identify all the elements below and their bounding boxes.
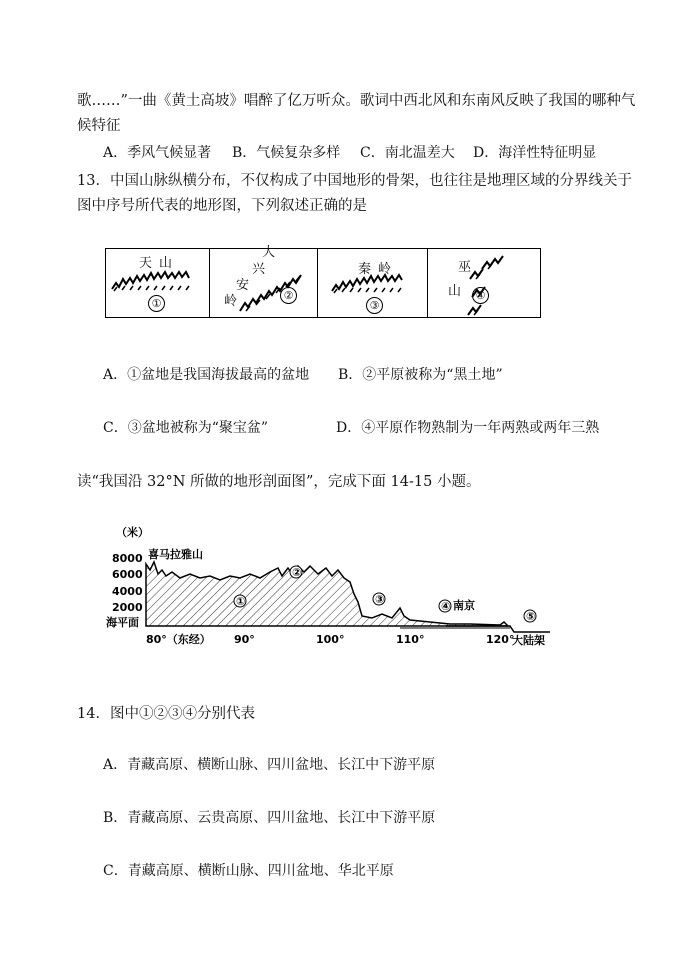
mountain-char: 天 [139, 256, 153, 271]
x-tick: 90° [234, 633, 255, 646]
mountain-number: ① [148, 295, 165, 312]
sea-level-label: 海平面 [106, 616, 139, 629]
mountain-cell-daxinganling [210, 245, 318, 317]
q13-stem-line1: 13．中国山脉纵横分布，不仅构成了中国地形的骨架，也往往是地理区域的分界线关于 [77, 173, 632, 189]
mountain-table [105, 245, 541, 318]
mountain-char: 大 [262, 245, 276, 260]
mountain-number: ③ [366, 297, 383, 314]
q13-option-d: D．④平原作物熟制为一年两熟或两年三熟 [336, 420, 600, 436]
terrain-profile-shape [146, 562, 508, 626]
q13-stem-line2: 图中序号所代表的地形图，下列叙述正确的是 [77, 198, 367, 214]
continental-shelf-label: 大陆架 [512, 634, 545, 647]
mountain-ridge-icon [210, 249, 318, 317]
y-tick: 8000 [112, 552, 143, 565]
nanjing-label: 南京 [453, 599, 475, 612]
profile-number-3 [373, 593, 385, 606]
q12-option-d: D．海洋性特征明显 [473, 145, 597, 161]
svg-text:④: ④ [441, 600, 451, 613]
mountain-cell-wushan [428, 249, 540, 317]
mountain-cell-tianshan [106, 249, 210, 317]
x-tick: 120° [486, 633, 515, 646]
mountain-char: 山 [448, 284, 462, 299]
himalaya-label: 喜马拉雅山 [148, 548, 203, 561]
terrain-profile-figure [100, 522, 570, 654]
q13-option-c: C．③盆地被称为“聚宝盆” [103, 420, 269, 436]
x-tick: 110° [396, 633, 425, 646]
x-tick: 80°（东经） [146, 633, 211, 646]
profile-number-1 [234, 595, 246, 608]
mountain-char: 岭 [378, 262, 392, 277]
q12-stem-line1: 歌……”一曲《黄土高坡》唱醉了亿万听众。歌词中西北风和东南风反映了我国的哪种气 [77, 93, 636, 109]
mountain-char: 岭 [224, 294, 238, 309]
mountain-char: 安 [236, 278, 250, 293]
profile-number-5 [524, 610, 536, 623]
q13-option-b: B．②平原被称为“黑土地” [338, 367, 503, 383]
profile-number-4 [439, 600, 451, 613]
x-tick: 100° [316, 633, 345, 646]
y-tick: 6000 [112, 568, 143, 581]
mountain-char: 秦 [358, 262, 372, 277]
svg-text:③: ③ [375, 593, 385, 606]
mountain-number: ④ [472, 287, 489, 304]
q14-option-c: C．青藏高原、横断山脉、四川盆地、华北平原 [103, 863, 394, 879]
q14-option-b: B．青藏高原、云贵高原、四川盆地、长江中下游平原 [103, 810, 436, 826]
y-tick: 4000 [112, 585, 143, 598]
profile-intro: 读“我国沿 32°N 所做的地形剖面图”，完成下面 14-15 小题。 [77, 474, 481, 490]
mountain-ridge-icon [428, 249, 540, 317]
mountain-char: 巫 [458, 260, 472, 275]
profile-number-2 [290, 566, 302, 579]
q14-option-a: A．青藏高原、横断山脉、四川盆地、长江中下游平原 [103, 757, 436, 773]
q12-option-a: A．季风气候显著 [103, 145, 212, 161]
svg-text:①: ① [236, 595, 246, 608]
q12-stem-line2: 候特征 [77, 118, 121, 134]
q12-option-c: C．南北温差大 [360, 145, 455, 161]
y-tick: 2000 [112, 601, 143, 614]
q12-option-b: B．气候复杂多样 [232, 145, 341, 161]
svg-text:②: ② [292, 566, 302, 579]
q14-stem: 14．图中①②③④分别代表 [77, 706, 255, 722]
svg-text:⑤: ⑤ [526, 610, 536, 623]
mountain-char: 兴 [252, 262, 266, 277]
y-unit: （米） [116, 526, 149, 539]
mountain-char: 山 [159, 256, 173, 271]
mountain-cell-qinling [318, 249, 428, 317]
q13-option-a: A．①盆地是我国海拔最高的盆地 [103, 367, 310, 383]
mountain-number: ② [280, 287, 297, 304]
